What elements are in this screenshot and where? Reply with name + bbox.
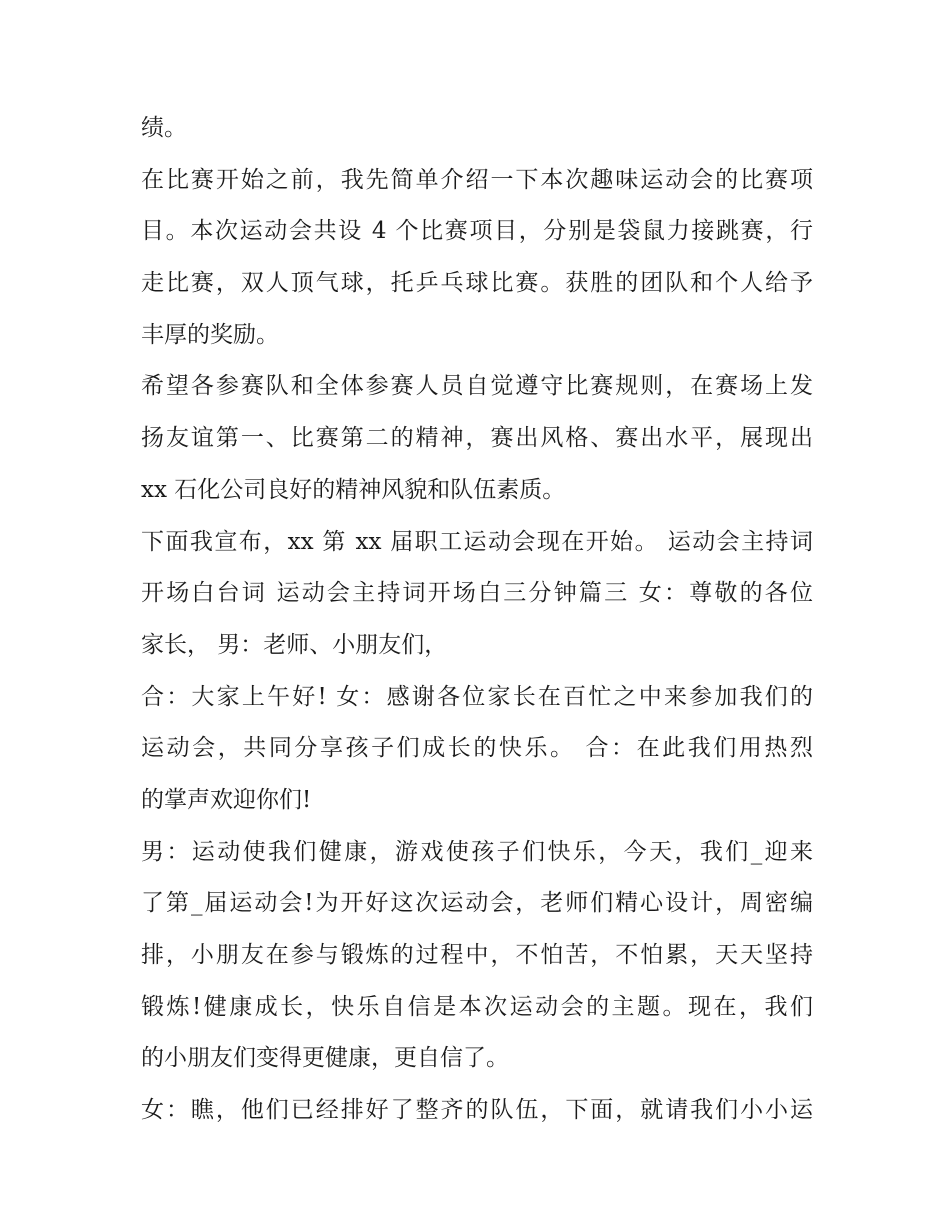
- text-line: 在比赛开始之前，我先简单介绍一下本次趣味运动会的比赛项: [141, 166, 813, 193]
- text-line: 了第_届运动会!为开好这次运动会，老师们精心设计，周密编: [141, 890, 813, 917]
- text-line: 的掌声欢迎你们!: [141, 786, 312, 813]
- text-line: 下面我宣布，xx 第 xx 届职工运动会现在开始。 运动会主持词: [141, 528, 813, 555]
- text-line: 的小朋友们变得更健康，更自信了。: [141, 1045, 509, 1072]
- document-body: [141, 103, 813, 1137]
- text-line: 绩。: [141, 115, 187, 141]
- text-line: 运动会，共同分享孩子们成长的快乐。 合：在此我们用热烈: [141, 735, 813, 762]
- text-line: 锻炼!健康成长，快乐自信是本次运动会的主题。现在，我们: [141, 993, 813, 1020]
- text-line: 排，小朋友在参与锻炼的过程中，不怕苦，不怕累，天天坚持: [141, 942, 813, 968]
- text-line: xx 石化公司良好的精神风貌和队伍素质。: [141, 476, 566, 503]
- text-line: 丰厚的奖励。: [141, 321, 279, 348]
- text-line: 开场白台词 运动会主持词开场白三分钟篇三 女：尊敬的各位: [141, 580, 813, 607]
- text-line: 男：运动使我们健康，游戏使孩子们快乐，今天，我们_迎来: [141, 838, 813, 865]
- text-line: 希望各参赛队和全体参赛人员自觉遵守比赛规则，在赛场上发: [141, 373, 813, 400]
- text-line: 目。本次运动会共设 4 个比赛项目，分别是袋鼠力接跳赛，行: [141, 218, 813, 245]
- text-line: 扬友谊第一、比赛第二的精神，赛出风格、赛出水平，展现出: [141, 425, 813, 452]
- text-line: 女：瞧，他们已经排好了整齐的队伍，下面，就请我们小小运: [141, 1097, 813, 1124]
- text-line: 走比赛，双人顶气球，托乒乓球比赛。获胜的团队和个人给予: [141, 270, 813, 297]
- text-line: 家长， 男：老师、小朋友们，: [141, 631, 448, 658]
- text-line: 合：大家上午好! 女：感谢各位家长在百忙之中来参加我们的: [141, 683, 813, 710]
